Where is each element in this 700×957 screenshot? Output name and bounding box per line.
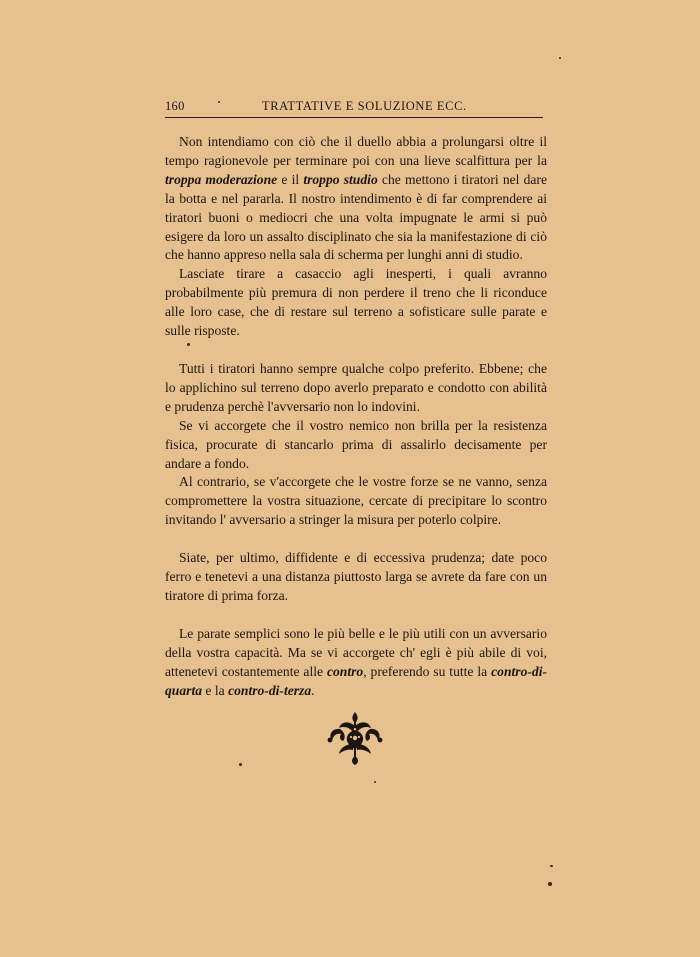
page-number: 160 <box>165 99 185 113</box>
running-head <box>165 99 543 118</box>
paragraph-1: Non intendiamo con ciò che il duello abbia a prolungarsi oltre il tempo ragionevole per terminare poi con una lieve scalfittura per la troppa moderazione e il troppo studio che mettono i tiratori nel dare la botta e nel pararla. Il nostro intendimento è di far comprendere ai tiratori buoni o mediocri che una volta impugnate le armi si può esigere da loro un assalto disciplinato che sia la manifestazione di ciò che hanno appreso nella sala di scherma per lunghi anni di studio. <box>165 134 547 263</box>
print-speck <box>218 101 220 103</box>
running-title: TRATTATIVE E SOLUZIONE ECC. <box>262 99 467 113</box>
emphasis-contro-di-quarta: contro-di-quarta <box>165 663 547 698</box>
print-speck <box>374 781 376 783</box>
print-speck <box>548 882 552 886</box>
body-text <box>165 133 547 700</box>
paragraph-4: Se vi accorgete che il vostro nemico non brilla per la resistenza fisica, procurate di stancarlo prima di assalirlo decisamente per andare a fondo. <box>165 417 547 471</box>
paragraph-3: Tutti i tiratori hanno sempre qualche colpo preferito. Ebbene; che lo applichino sul terreno dopo averlo preparato e condotto con abilità e prudenza perchè l'avversario non lo indovini. <box>165 360 547 414</box>
print-speck <box>239 763 242 766</box>
paragraph-5: Al contrario, se v'accorgete che le vostre forze se ne vanno, senza compromettere la vostra situazione, cercate di precipitare lo scontro invitando l' avversario a stringer la misura per poterlo colpire. <box>165 474 547 528</box>
print-speck <box>550 865 553 867</box>
emphasis-contro-di-terza: contro-di-terza <box>228 682 312 698</box>
floral-ornament-icon <box>324 710 386 766</box>
print-speck <box>187 343 190 346</box>
paragraph-6: Siate, per ultimo, diffidente e di eccessiva prudenza; date poco ferro e tenetevi a una distanza piuttosto larga se avrete da fare con un tiratore di prima forza. <box>165 550 547 603</box>
paragraph-2: Lasciate tirare a casaccio agli inesperti, i quali avranno probabilmente più premura di non perdere il treno che li riconduce alle loro case, che di restare sul terreno a sofisticare sulle parate e sulle risposte. <box>165 266 547 339</box>
emphasis-troppo-studio: troppo studio <box>303 171 378 187</box>
emphasis-contro: contro <box>326 663 364 679</box>
print-speck <box>559 57 561 59</box>
emphasis-troppa-moderazione: troppa moderazione <box>165 171 278 187</box>
paragraph-7: Le parate semplici sono le più belle e le più utili con un avversario della vostra capacità. Ma se vi accorgete ch' egli è più abile di voi, attenetevi costantemente alle contro, preferendo su tutte la contro-di-quarta e la contro-di-terza. <box>165 625 547 698</box>
